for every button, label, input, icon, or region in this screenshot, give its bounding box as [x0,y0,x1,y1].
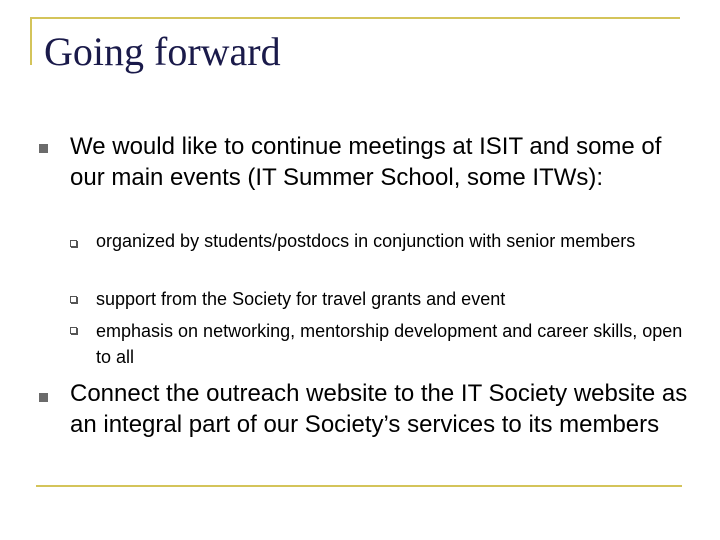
hollow-square-icon [70,296,77,303]
filled-square-icon [39,144,48,153]
top-rule [30,17,680,19]
hollow-square-icon [70,240,77,247]
bullet-item: Connect the outreach website to the IT Society website as an integral part of our Society’s services to its members [70,380,688,438]
sub-bullet-item: organized by students/postdocs in conjunction with senior members [96,231,636,251]
hollow-square-icon [70,327,77,334]
sub-bullet-item: support from the Society for travel grants and event [96,289,506,309]
sub-bullet-item: emphasis on networking, mentorship development and career skills, open to all [96,321,683,367]
filled-square-icon [39,393,48,402]
bottom-rule [36,485,682,487]
left-rule [30,17,32,65]
slide-title: Going forward [44,29,281,74]
bullet-item: We would like to continue meetings at ISIT and some of our main events (IT Summer School, some ITWs): [70,133,662,191]
